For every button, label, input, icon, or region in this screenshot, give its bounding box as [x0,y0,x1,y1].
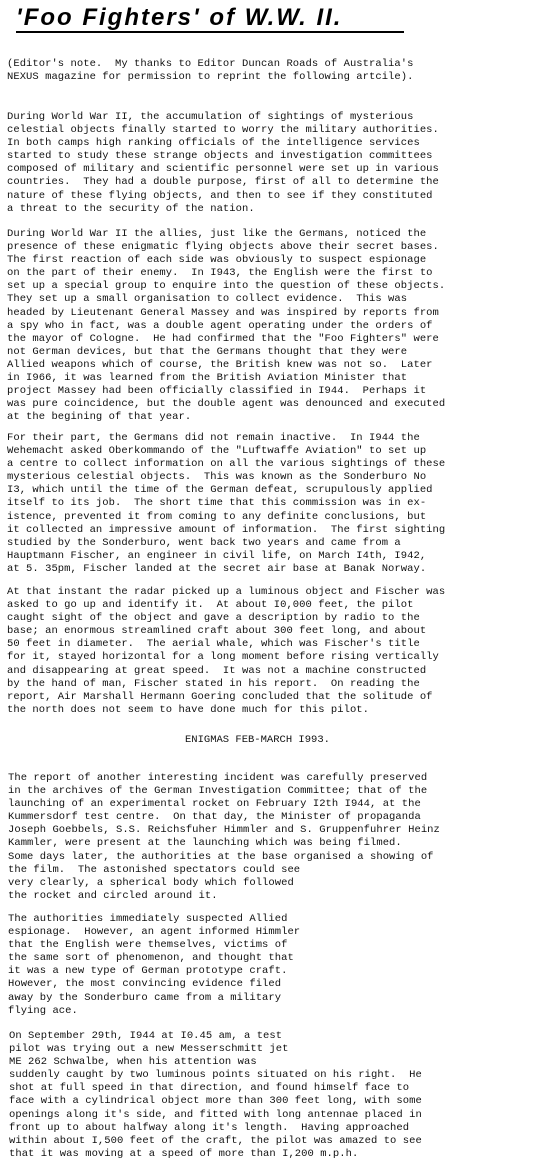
body-paragraph-4: At that instant the radar picked up a luminous object and Fischer was asked to go up and identify it. At about I0,000 feet, the pilot caught sight of the object and gave a description by radio to the base; an enormous streamlined craft about 300 feet long, and about 50 feet in diameter. The aerial whale, which was Fischer's title for it, stayed horizontal for a long moment before rising vertically and disappearing at great speed. It was not a machine constructed by the hand of man, Fischer stated in his report. On reading the report, Air Marshall Hermann Goering concluded that the solitude of the north does not seem to have done much for this pilot. [7,586,446,716]
title-underline [16,31,404,33]
editors-note-paragraph: (Editor's note. My thanks to Editor Duncan Roads of Australia's NEXUS magazine for permission to reprint the following artcile). [7,58,414,84]
body-paragraph-1: During World War II, the accumulation of sightings of mysterious celestial objects finally started to worry the military authorities. In both camps high ranking officials of the intelligence services started to study these strange objects and investigation committees composed of military and scientific personnel were set up in various countries. They had a double purpose, first of all to determine the nature of these flying objects, and then to see if they constituted a threat to the security of the nation. [7,111,439,215]
body-paragraph-6: The authorities immediately suspected Allied espionage. However, an agent informed Himmler that the English were themselves, victims of the same sort of phenomenon, and thought that it was a new type of German prototype craft. However, the most convincing evidence filed away by the Sonderburo came from a military flying ace. [8,913,301,1017]
body-paragraph-5: The report of another interesting incident was carefully preserved in the archives of the German Investigation Committee; that of the launching of an experimental rocket on February I2th I944, at the Kummersdorf test centre. On that day, the Minister of propaganda Joseph Goebbels, S.S. Reichsfuher Himmler and S. Gruppenfuhrer Heinz Kammler, were present at the launching which was being filmed. Some days later, the authorities at the base organised a showing of the film. The astonished spectators could see very clearly, a spherical body which followed the rocket and circled around it. [8,772,440,902]
body-paragraph-2: During World War II the allies, just like the Germans, noticed the presence of these enigmatic flying objects above their secret bases. The first reaction of each side was obviously to suspect espionage on the part of their enemy. In I943, the English were the first to set up a special group to enquire into the question of these objects. They set up a small organisation to collect evidence. This was headed by Lieutenant General Massey and was inspired by reports from a spy who in fact, was a double agent operating under the orders of the mayor of Cologne. He had confirmed that the "Foo Fighters" were not German devices, but that the Germans thought that they were Allied weapons which of course, the British knew was not so. Later in I966, it was learned from the British Aviation Minister that project Massey had been officially classified in I944. Perhaps it was pure coincidence, but the double agent was denounced and executed at the begining of that year. [7,228,446,424]
article-title: 'Foo Fighters' of W.W. II. [16,4,343,31]
body-paragraph-7: On September 29th, I944 at I0.45 am, a test pilot was trying out a new Messerschmitt jet ME 262 Schwalbe, when his attention was suddenly caught by two luminous points situated on his right. He shot at full speed in that direction, and found himself face to face with a cylindrical object more than 300 feet long, with some openings along it's side, and fitted with long antennae placed in front up to about halfway along it's length. Having approached within about I,500 feet of the craft, the pilot was amazed to see that it was moving at a speed of more than I,200 m.p.h. [9,1030,422,1160]
body-paragraph-3: For their part, the Germans did not remain inactive. In I944 the Wehemacht asked Oberkommando of the "Luftwaffe Aviation" to set up a centre to collect information on all the various sightings of these mysterious celestial objects. This was known as the Sonderburo No I3, which until the time of the German defeat, scrupulously applied itself to its job. The short time that this commission was in ex- istence, prevented it from coming to any definite conclusions, but it collected an impressive amount of information. The first sighting studied by the Sonderburo, went back two years and came from a Hauptmann Fischer, an engineer in civil life, on March I4th, I942, at 5. 35pm, Fischer landed at the secret air base at Banak Norway. [7,432,446,575]
source-caption: ENIGMAS FEB-MARCH I993. [185,734,330,746]
